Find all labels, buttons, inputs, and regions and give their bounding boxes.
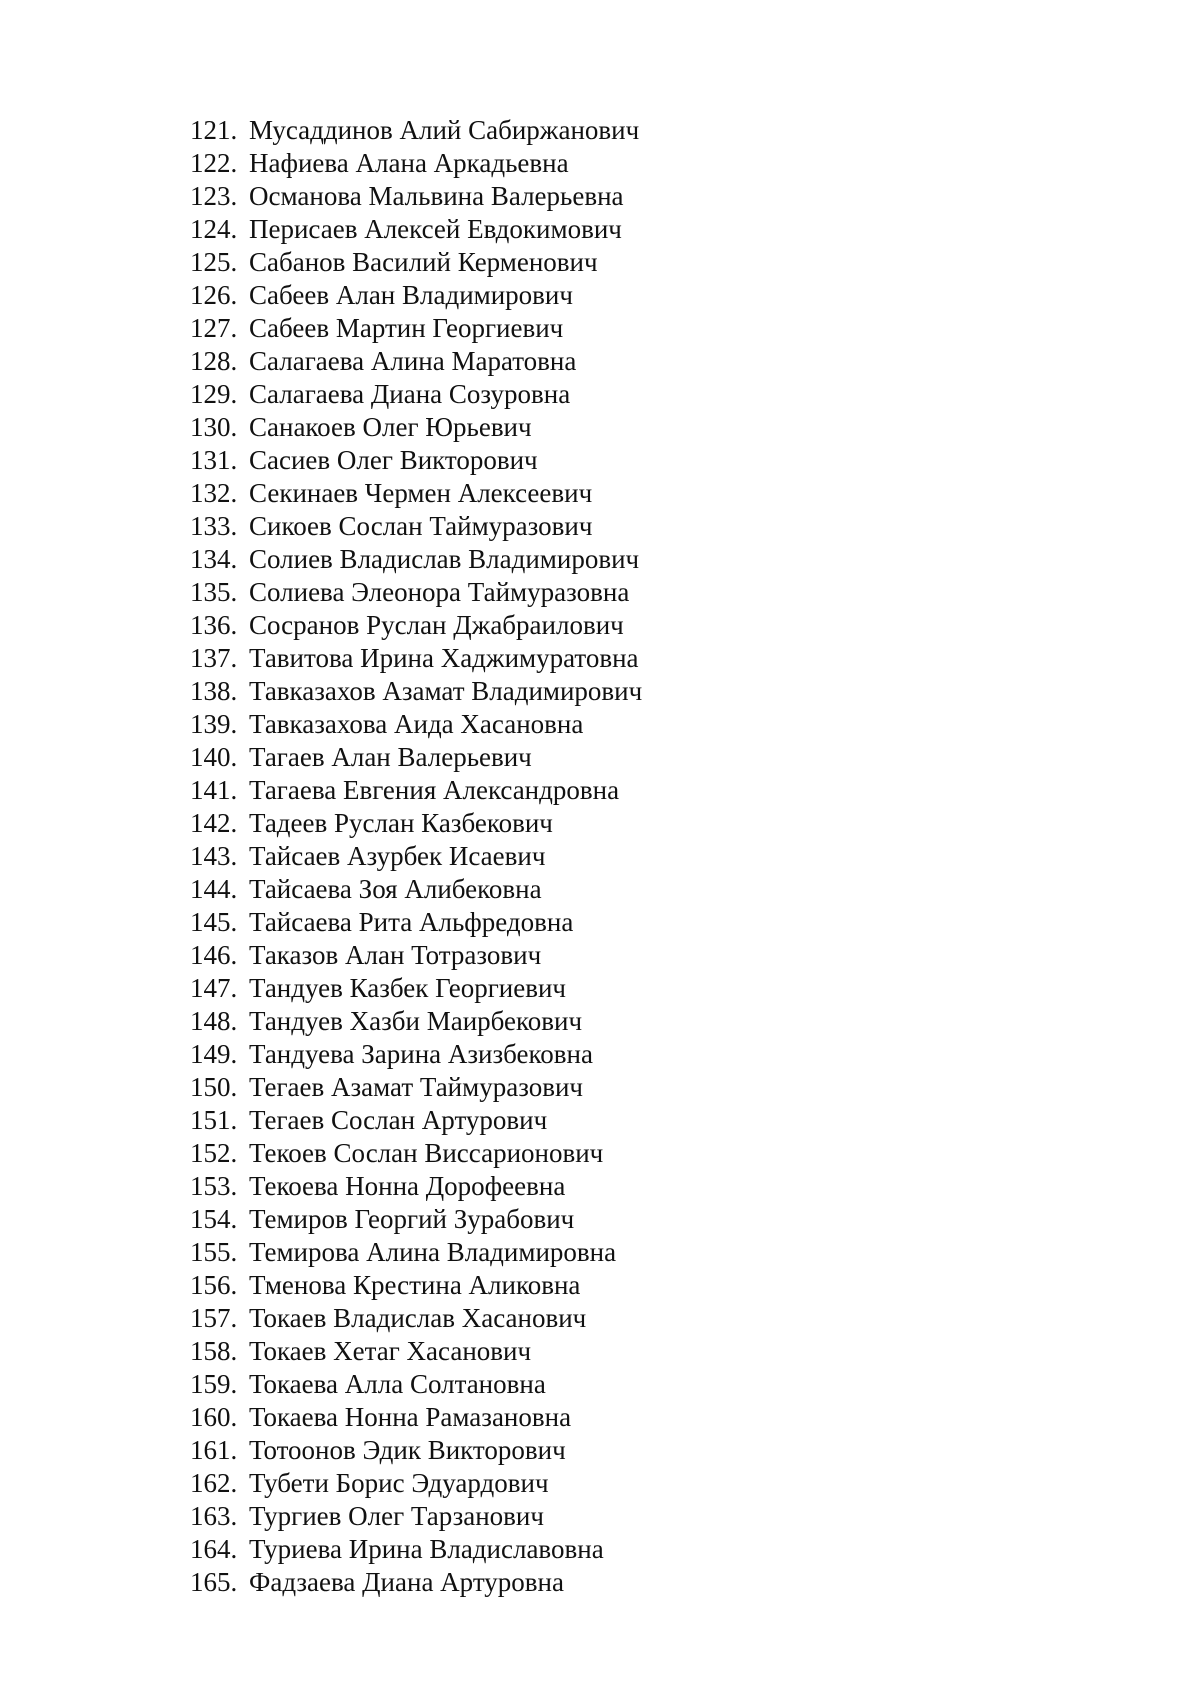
entry-full-name: Мусаддинов Алий Сабиржанович [249,115,640,145]
entry-full-name: Таказов Алан Тотразович [249,940,542,970]
entry-full-name: Солиев Владислав Владимирович [249,544,640,574]
entry-full-name: Тубети Борис Эдуардович [249,1468,549,1498]
entry-number: 149. [190,1039,238,1069]
entry-number: 162. [190,1468,238,1498]
entry-full-name: Секинаев Чермен Алексеевич [249,478,593,508]
entry-number: 153. [190,1171,238,1201]
entry-number: 128. [190,346,238,376]
entry-full-name: Сасиев Олег Викторович [249,445,538,475]
entry-full-name: Тайсаева Рита Альфредовна [249,907,574,937]
entry-number: 131. [190,445,238,475]
entry-number: 135. [190,577,238,607]
entry-number: 144. [190,874,238,904]
entry-full-name: Тавказахов Азамат Владимирович [249,676,643,706]
entry-full-name: Сабанов Василий Керменович [249,247,598,277]
entry-number: 141. [190,775,238,805]
entry-number: 164. [190,1534,238,1564]
entry-number: 147. [190,973,238,1003]
entry-number: 124. [190,214,238,244]
entry-number: 160. [190,1402,238,1432]
entry-full-name: Тотоонов Эдик Викторович [249,1435,566,1465]
entry-full-name: Сосранов Руслан Джабраилович [249,610,624,640]
entry-full-name: Тургиев Олег Тарзанович [249,1501,544,1531]
entry-number: 159. [190,1369,238,1399]
entry-full-name: Сабеев Алан Владимирович [249,280,573,310]
entry-full-name: Тайсаев Азурбек Исаевич [249,841,546,871]
entry-number: 123. [190,181,238,211]
entry-number: 129. [190,379,238,409]
entry-full-name: Сикоев Сослан Таймуразович [249,511,593,541]
entry-number: 126. [190,280,238,310]
entry-full-name: Санакоев Олег Юрьевич [249,412,532,442]
entry-full-name: Тандуева Зарина Азизбековна [249,1039,593,1069]
entry-number: 165. [190,1567,238,1597]
entry-full-name: Фадзаева Диана Артуровна [249,1567,564,1597]
entry-number: 145. [190,907,238,937]
entry-number: 121. [190,115,238,145]
entry-full-name: Токаев Владислав Хасанович [249,1303,587,1333]
entry-number: 139. [190,709,238,739]
entry-number: 122. [190,148,238,178]
entry-full-name: Токаева Алла Солтановна [249,1369,546,1399]
entry-number: 130. [190,412,238,442]
entry-number: 152. [190,1138,238,1168]
entry-number: 136. [190,610,238,640]
entry-full-name: Темиров Георгий Зурабович [249,1204,575,1234]
entry-full-name: Османова Мальвина Валерьевна [249,181,624,211]
entry-full-name: Тавитова Ирина Хаджимуратовна [249,643,639,673]
entry-number: 161. [190,1435,238,1465]
entry-full-name: Тандуев Хазби Маирбекович [249,1006,583,1036]
entry-full-name: Темирова Алина Владимировна [249,1237,617,1267]
entry-full-name: Салагаева Алина Маратовна [249,346,577,376]
entry-number: 155. [190,1237,238,1267]
entry-full-name: Токаев Хетаг Хасанович [249,1336,532,1366]
entry-number: 134. [190,544,238,574]
entry-full-name: Тегаев Сослан Артурович [249,1105,548,1135]
entry-number: 140. [190,742,238,772]
entry-full-name: Тегаев Азамат Таймуразович [249,1072,583,1102]
entry-number: 158. [190,1336,238,1366]
entry-number: 154. [190,1204,238,1234]
entry-number: 146. [190,940,238,970]
entry-full-name: Перисаев Алексей Евдокимович [249,214,622,244]
entry-number: 125. [190,247,238,277]
entry-number: 127. [190,313,238,343]
entry-full-name: Тандуев Казбек Георгиевич [249,973,566,1003]
entry-full-name: Токаева Нонна Рамазановна [249,1402,572,1432]
entry-number: 157. [190,1303,238,1333]
entry-number: 163. [190,1501,238,1531]
entry-full-name: Солиева Элеонора Таймуразовна [249,577,630,607]
entry-full-name: Туриева Ирина Владиславовна [249,1534,604,1564]
entry-number: 138. [190,676,238,706]
entry-number: 156. [190,1270,238,1300]
entry-full-name: Нафиева Алана Аркадьевна [249,148,569,178]
entry-number: 133. [190,511,238,541]
entry-full-name: Сабеев Мартин Георгиевич [249,313,564,343]
entry-number: 137. [190,643,238,673]
entry-full-name: Салагаева Диана Созуровна [249,379,571,409]
entry-full-name: Тавказахова Аида Хасановна [249,709,584,739]
entry-number: 142. [190,808,238,838]
entry-full-name: Тменова Крестина Аликовна [249,1270,581,1300]
entry-full-name: Тайсаева Зоя Алибековна [249,874,542,904]
entry-full-name: Текоев Сослан Виссарионович [249,1138,604,1168]
entry-number: 148. [190,1006,238,1036]
entry-number: 151. [190,1105,238,1135]
entry-full-name: Тагаева Евгения Александровна [249,775,620,805]
entry-full-name: Текоева Нонна Дорофеевна [249,1171,566,1201]
entry-full-name: Тагаев Алан Валерьевич [249,742,532,772]
entry-number: 143. [190,841,238,871]
entry-number: 132. [190,478,238,508]
entry-full-name: Тадеев Руслан Казбекович [249,808,553,838]
entry-number: 150. [190,1072,238,1102]
